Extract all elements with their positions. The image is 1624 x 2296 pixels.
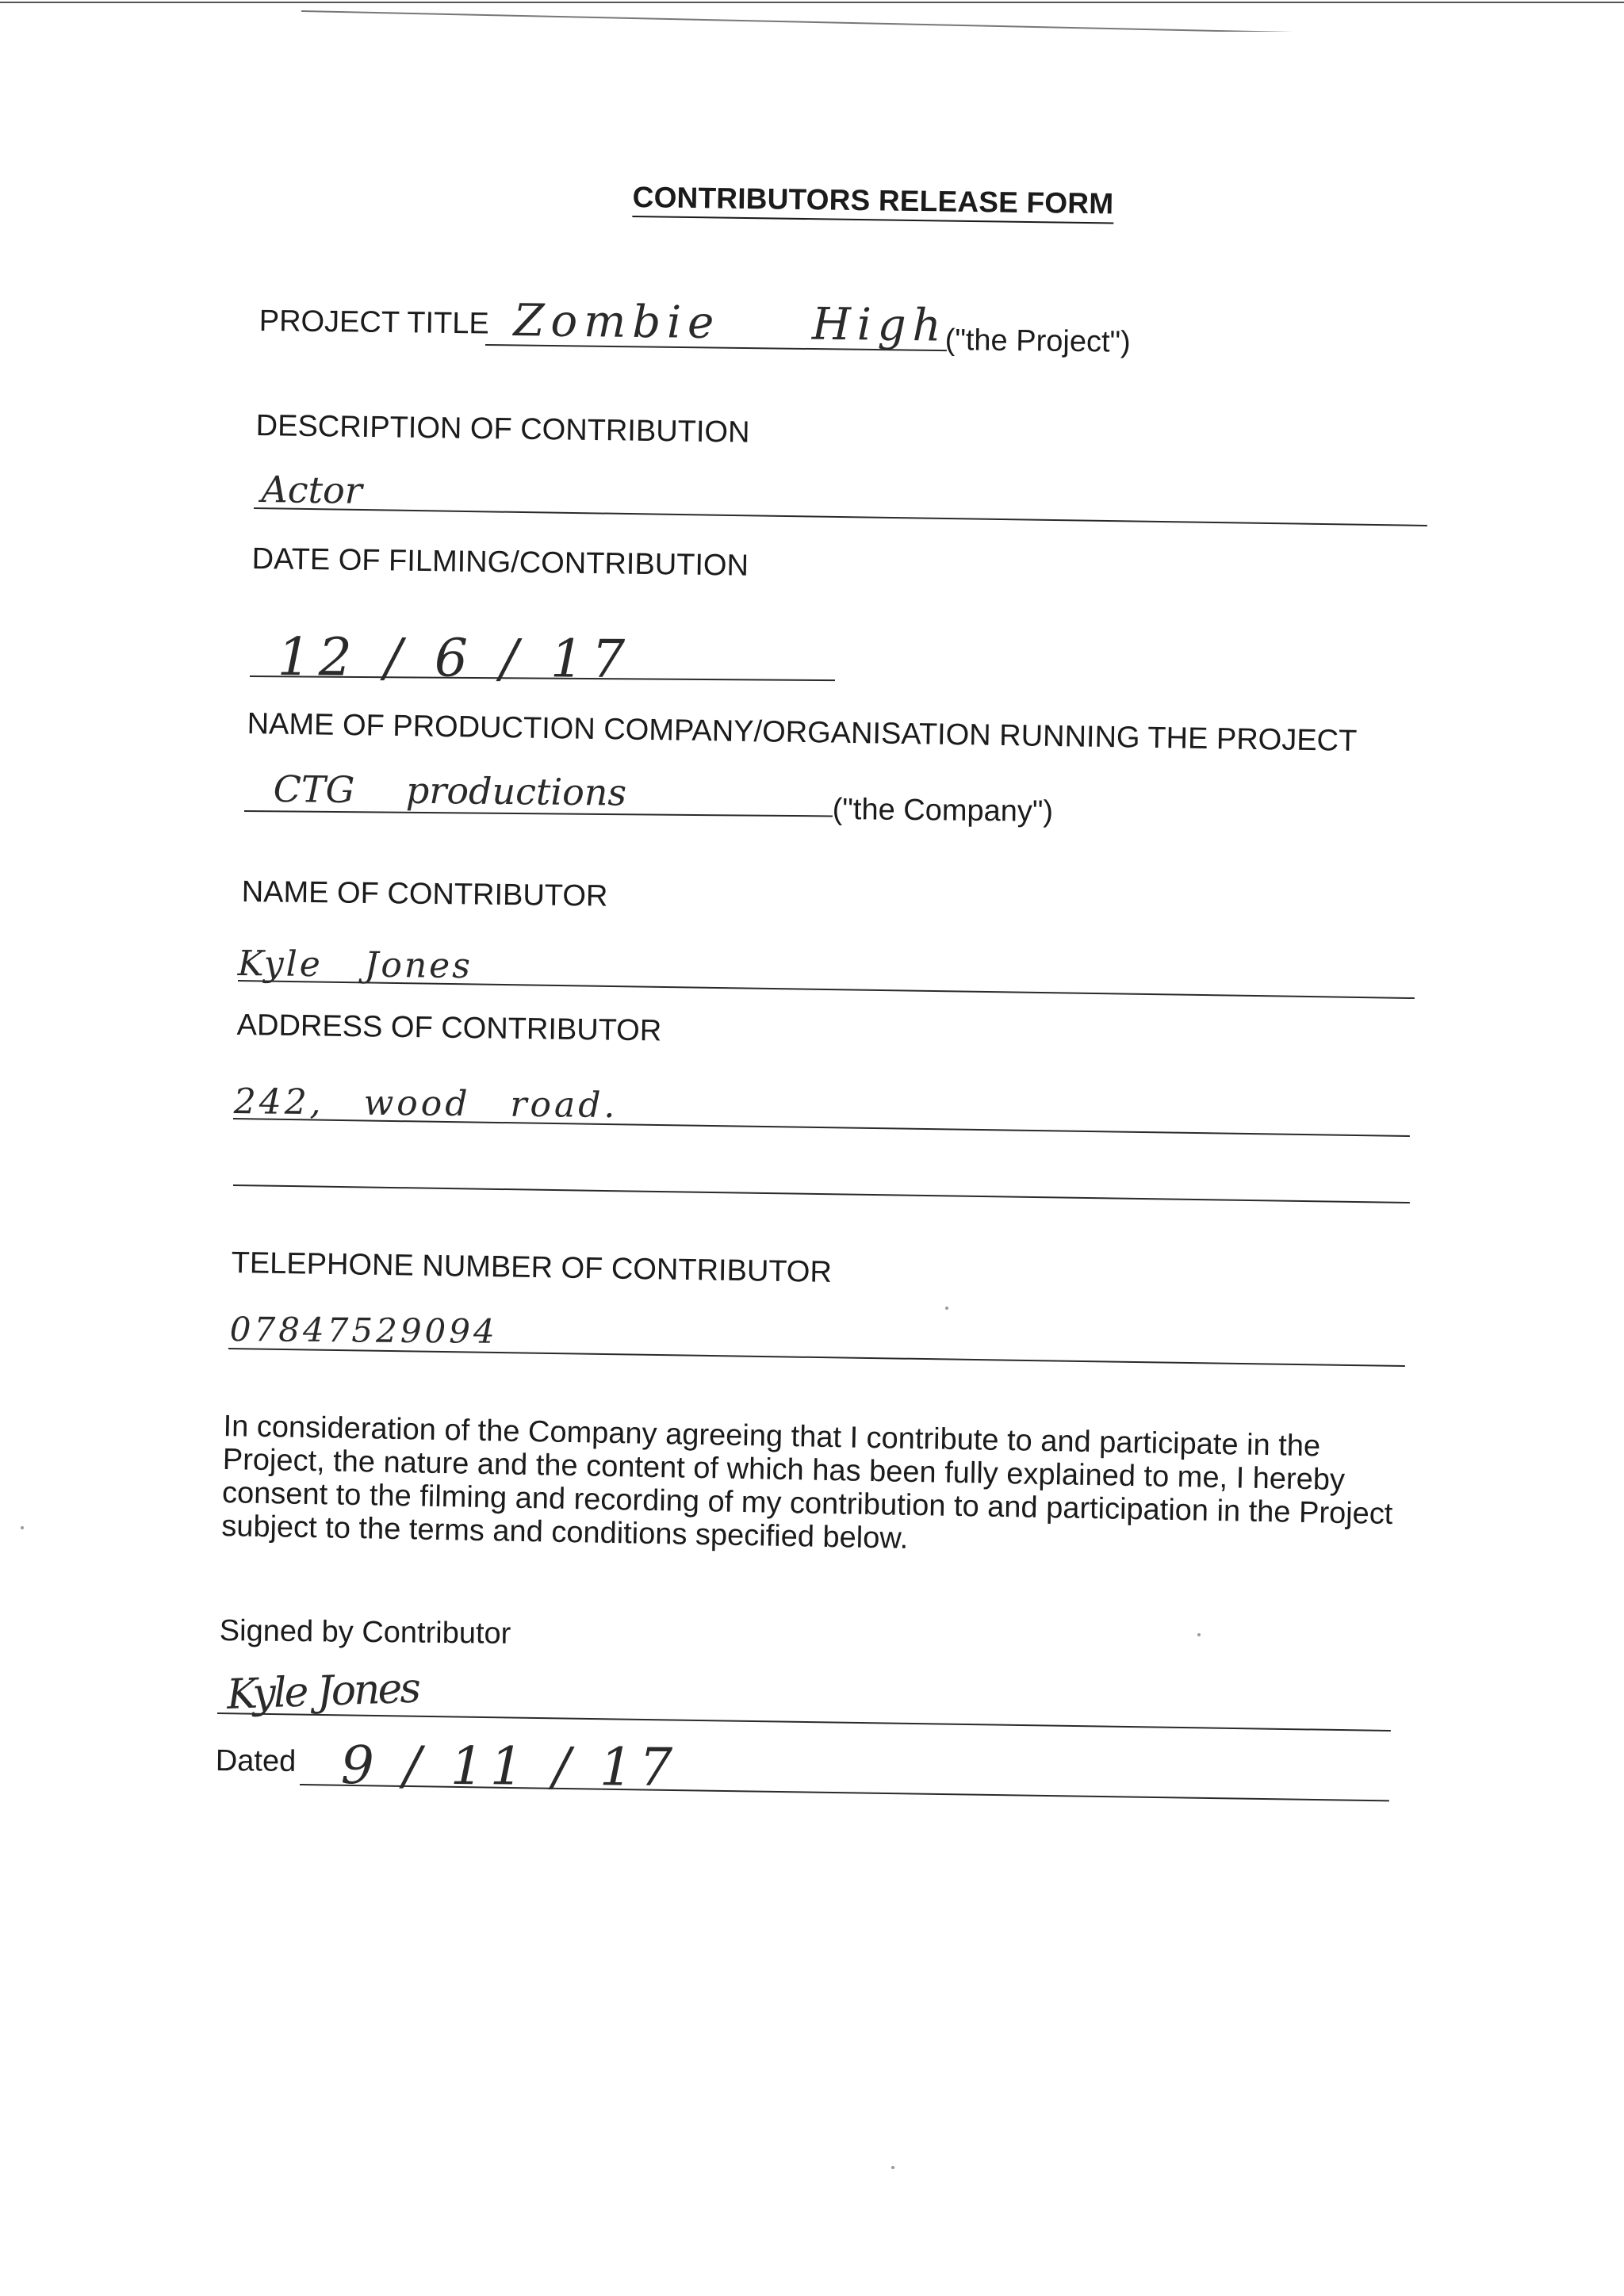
scan-edge [0, 0, 1624, 32]
telephone-label: TELEPHONE NUMBER OF CONTRIBUTOR [231, 1246, 833, 1289]
scan-speck [21, 1526, 24, 1529]
address-value[interactable]: 242, wood road. [233, 1081, 619, 1127]
date-filming-label: DATE OF FILMING/CONTRIBUTION [251, 542, 749, 583]
signature-line [217, 1712, 1391, 1732]
company-suffix: ("the Company") [832, 793, 1054, 828]
consent-paragraph: In consideration of the Company agreeing that I contribute to and participate in the Project, the nature and the content of which has been fully explained to me, I hereby consent to the filming and recording of my contribution to and participation in the Project subject to the terms and conditions specified below. [220, 1410, 1393, 1556]
contributor-name-label: NAME OF CONTRIBUTOR [241, 875, 608, 913]
scan-speck [945, 1307, 948, 1310]
contributor-name-line [238, 980, 1415, 999]
scan-speck [891, 2166, 894, 2169]
description-label: DESCRIPTION OF CONTRIBUTION [255, 409, 750, 450]
signed-label: Signed by Contributor [219, 1614, 511, 1651]
telephone-line [228, 1348, 1405, 1367]
dated-value[interactable]: 9 / 11 / 17 [340, 1735, 680, 1798]
dated-label: Dated [215, 1744, 297, 1778]
project-suffix: ("the Project") [944, 323, 1131, 359]
address-line-1 [233, 1118, 1410, 1137]
telephone-value[interactable]: 07847529094 [229, 1310, 498, 1351]
production-company-label: NAME OF PRODUCTION COMPANY/ORGANISATION RUNNING THE PROJECT [247, 707, 1358, 758]
form-title: CONTRIBUTORS RELEASE FORM [632, 181, 1113, 224]
project-title-value[interactable]: Zombie High [513, 295, 948, 352]
address-line-2 [233, 1184, 1410, 1203]
contributor-name-value[interactable]: Kyle Jones [237, 943, 473, 987]
signature-value[interactable]: Kyle Jones [226, 1664, 419, 1719]
date-filming-value[interactable]: 12 / 6 / 17 [277, 626, 634, 691]
scan-speck [1197, 1633, 1201, 1636]
project-title-label: PROJECT TITLE [259, 304, 489, 341]
address-label: ADDRESS OF CONTRIBUTOR [236, 1008, 662, 1048]
production-company-value[interactable]: CTG productions [273, 767, 627, 814]
description-line [254, 507, 1427, 526]
description-value[interactable]: Actor [261, 468, 363, 512]
